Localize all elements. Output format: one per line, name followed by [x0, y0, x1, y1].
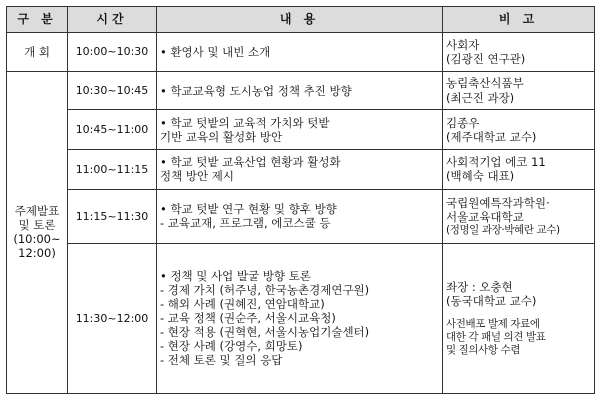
note-chair-line: 좌장 : 오충현: [446, 280, 513, 295]
section-line: 12:00): [18, 246, 56, 261]
content-line: - 현장 사례 (강영수, 희망토): [160, 339, 303, 354]
note-line: (제주대학교 교수): [446, 129, 537, 144]
content-line: • 환영사 및 내빈 소개: [160, 44, 271, 59]
note-spacer: [446, 308, 591, 318]
section-line: 및 토론: [18, 218, 56, 233]
note-line: (정명일 과장·박혜란 교수): [446, 223, 560, 236]
note-line: 국립원예특작과학원·: [446, 195, 550, 210]
program-schedule-table: [6, 6, 595, 394]
note-extra-line: 및 질의사항 수렴: [446, 343, 521, 356]
note-line: 농림축산식품부: [446, 76, 524, 91]
note-line: 서울교육대학교: [446, 209, 524, 224]
time-cell: 11:00~11:15: [68, 150, 157, 190]
content-line: - 전체 토론 및 질의 응답: [160, 353, 283, 368]
table-row: [7, 71, 595, 110]
header-content: 내 용: [157, 7, 443, 33]
section-line: 주제발표: [14, 204, 60, 219]
content-line: • 학교교육형 도시농업 정책 추진 방향: [160, 83, 352, 98]
content-line: • 학교 텃밭 교육산업 현황과 활성화: [160, 155, 341, 170]
content-cell: [157, 110, 443, 150]
content-line: - 교육 정책 (권순주, 서울시교육청): [160, 311, 336, 326]
note-cell: [443, 110, 595, 150]
content-line: • 정책 및 사업 발굴 방향 토론: [160, 269, 311, 284]
table-row-opening: [7, 33, 595, 72]
content-line: - 해외 사례 (권혜진, 연암대학교): [160, 297, 325, 312]
table-row: [7, 243, 595, 393]
time-cell: 10:30~10:45: [68, 71, 157, 110]
content-cell: [157, 243, 443, 393]
table-row: [7, 110, 595, 150]
note-line: 김종우: [446, 115, 480, 130]
content-opening: [157, 33, 443, 72]
content-line: • 학교 텃밭의 교육적 가치와 텃밭: [160, 115, 330, 130]
note-line: (최근진 과장): [446, 90, 515, 105]
time-opening: 10:00~10:30: [68, 33, 157, 72]
content-line: 정책 방안 제시: [160, 169, 234, 184]
time-cell: 11:30~12:00: [68, 243, 157, 393]
note-opening: [443, 33, 595, 72]
note-extra-line: 대한 각 패널 의견 발표: [446, 330, 546, 343]
header-note: 비 고: [443, 7, 595, 33]
note-line: 사회자: [446, 37, 480, 52]
note-extra-line: 사전배포 발제 자료에: [446, 318, 540, 331]
table-row: [7, 189, 595, 243]
time-cell: 10:45~11:00: [68, 110, 157, 150]
note-cell: [443, 150, 595, 190]
content-line: - 경제 가치 (허주녕, 한국농촌경제연구원): [160, 283, 370, 298]
content-line: - 현장 적용 (권혁현, 서울시농업기술센터): [160, 325, 370, 340]
section-opening: 개 회: [7, 33, 68, 72]
content-line: - 교육교재, 프로그램, 에코스쿨 등: [160, 216, 331, 231]
header-time: 시간: [68, 7, 157, 33]
content-line: 기반 교육의 활성화 방안: [160, 129, 283, 144]
content-cell: [157, 150, 443, 190]
time-cell: 11:15~11:30: [68, 189, 157, 243]
header-section: 구 분: [7, 7, 68, 33]
note-cell: [443, 71, 595, 110]
note-cell: [443, 243, 595, 393]
section-line: (10:00~: [13, 232, 61, 247]
note-cell: [443, 189, 595, 243]
note-line: (김광진 연구관): [446, 51, 526, 66]
content-line: • 학교 텃밭 연구 현황 및 향후 방향: [160, 202, 337, 217]
section-discussion: [7, 71, 68, 393]
content-cell: [157, 71, 443, 110]
note-line: 사회적기업 에코 11: [446, 155, 546, 170]
header-row: [7, 7, 595, 33]
table-row: [7, 150, 595, 190]
note-line: (백혜숙 대표): [446, 169, 515, 184]
note-chair-line: (동국대학교 교수): [446, 294, 537, 309]
content-cell: [157, 189, 443, 243]
